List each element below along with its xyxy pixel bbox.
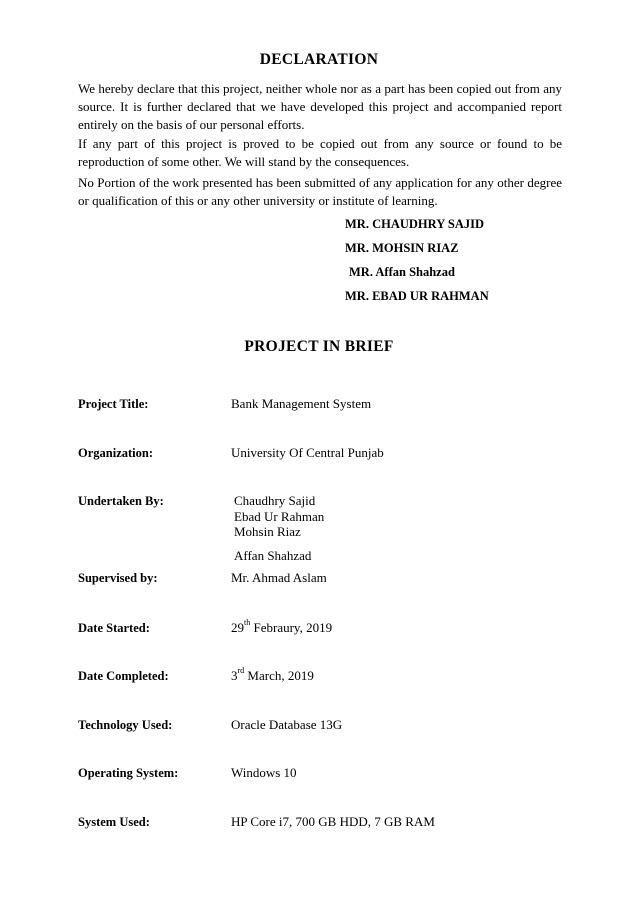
date-started-rest: Febraury, 2019 — [250, 620, 333, 635]
organization-value: University Of Central Punjab — [231, 445, 384, 460]
system-used-value: HP Core i7, 700 GB HDD, 7 GB RAM — [231, 814, 435, 829]
undertaken-by-names — [234, 493, 324, 563]
signatory-4: MR. EBAD UR RAHMAN — [345, 289, 489, 303]
team-member-name: Affan Shahzad — [234, 547, 312, 563]
date-completed-suffix: rd — [237, 666, 245, 675]
date-completed-day: 3 — [231, 668, 238, 683]
undertaken-by-label: Undertaken By: — [78, 494, 164, 508]
supervised-by-value: Mr. Ahmad Aslam — [231, 570, 327, 585]
team-member-name: Chaudhry Sajid — [234, 493, 316, 508]
operating-system-label: Operating System: — [78, 766, 179, 780]
date-started-value — [231, 620, 332, 636]
declaration-paragraph-3: No Portion of the work presented has been submitted of any application for any other degree or qualification of this or any other university or institute of learning. — [78, 175, 562, 208]
signatory-2: MR. MOHSIN RIAZ — [345, 241, 459, 255]
organization-label: Organization: — [78, 446, 153, 460]
date-started-suffix: th — [244, 618, 251, 627]
technology-used-value: Oracle Database 13G — [231, 717, 343, 732]
project-title-label: Project Title: — [78, 397, 149, 411]
signatory-3: MR. Affan Shahzad — [349, 265, 455, 279]
team-member-name: Mohsin Riaz — [234, 524, 301, 539]
date-completed-value — [231, 668, 314, 684]
date-started-label: Date Started: — [78, 621, 150, 635]
declaration-paragraph-1: We hereby declare that this project, neither whole nor as a part has been copied out from any source. It is further declared that we have developed this project and accompanied report entirely on the basis of our personal efforts. — [78, 81, 562, 132]
supervised-by-label: Supervised by: — [78, 571, 158, 585]
team-member-name: Ebad Ur Rahman — [234, 508, 325, 524]
date-started-day: 29 — [231, 620, 244, 635]
operating-system-value: Windows 10 — [231, 765, 297, 780]
brief-title: PROJECT IN BRIEF — [244, 338, 394, 355]
technology-used-label: Technology Used: — [78, 718, 173, 732]
date-completed-rest: March, 2019 — [244, 668, 314, 683]
project-title-value: Bank Management System — [231, 396, 372, 411]
date-completed-label: Date Completed: — [78, 669, 169, 683]
signatory-1: MR. CHAUDHRY SAJID — [345, 217, 485, 231]
declaration-title: DECLARATION — [259, 51, 379, 68]
declaration-paragraph-2: If any part of this project is proved to be copied out from any source or found to be reproduction of some other. We will stand by the consequences. — [78, 136, 562, 169]
system-used-label: System Used: — [78, 815, 150, 829]
